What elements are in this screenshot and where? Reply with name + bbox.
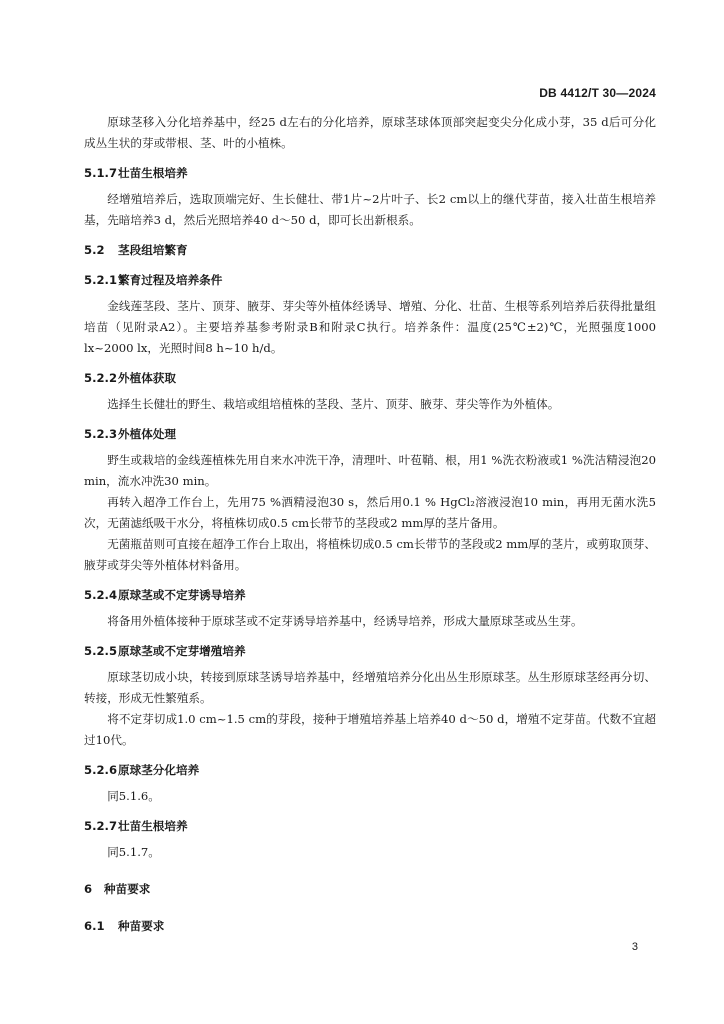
paragraph: 同5.1.7。 xyxy=(107,845,160,859)
section-heading-5-2-2: 5.2.2外植体获取 xyxy=(84,371,176,385)
section-heading-5-2: 5.2 茎段组培繁育 xyxy=(84,243,188,257)
section-heading-5-1-7: 5.1.7壮苗生根培养 xyxy=(84,166,188,180)
section-heading-6-1: 6.1 种苗要求 xyxy=(84,919,165,933)
section-heading-5-2-4: 5.2.4原球茎或不定芽诱导培养 xyxy=(84,588,246,602)
paragraph: 原球茎移入分化培养基中，经25 d左右的分化培养，原球茎球体顶部突起变尖分化成小芽，35 d后可分化成丛生状的芽或带根、茎、叶的小植株。 xyxy=(84,115,656,150)
section-heading-5-2-5: 5.2.5原球茎或不定芽增殖培养 xyxy=(84,644,246,658)
paragraph: 将备用外植体接种于原球茎或不定芽诱导培养基中，经诱导培养，形成大量原球茎或丛生芽。 xyxy=(107,614,583,628)
section-heading-5-2-3: 5.2.3外植体处理 xyxy=(84,427,176,441)
paragraph: 金线莲茎段、茎片、顶芽、腋芽、芽尖等外植体经诱导、增殖、分化、壮苗、生根等系列培养后获得批量组培苗（见附录A2）。主要培养基参考附录B和附录C执行。培养条件：温度(25℃±2)℃，光照强度1000 lx~2000 lx，光照时间8 h~10 h/d。 xyxy=(84,299,656,355)
document-body xyxy=(84,112,656,937)
section-heading-5-2-6: 5.2.6原球茎分化培养 xyxy=(84,763,200,777)
paragraph: 选择生长健壮的野生、栽培或组培植株的茎段、茎片、顶芽、腋芽、芽尖等作为外植体。 xyxy=(107,397,560,411)
paragraph: 同5.1.6。 xyxy=(107,789,160,803)
paragraph: 野生或栽培的金线莲植株先用自来水冲洗干净，清理叶、叶苞鞘、根，用1 %洗衣粉液或1 %洗洁精浸泡20 min，流水冲洗30 min。 xyxy=(84,453,656,488)
paragraph: 原球茎切成小块，转接到原球茎诱导培养基中，经增殖培养分化出丛生形原球茎。丛生形原球茎经再分切、转接，形成无性繁殖系。 xyxy=(84,670,656,705)
document-id: DB 4412/T 30—2024 xyxy=(539,86,656,100)
section-heading-5-2-7: 5.2.7壮苗生根培养 xyxy=(84,819,188,833)
section-heading-5-2-1: 5.2.1繁育过程及培养条件 xyxy=(84,273,223,287)
page-number: 3 xyxy=(631,941,638,953)
paragraph: 再转入超净工作台上，先用75 %酒精浸泡30 s，然后用0.1 % HgCl₂溶液浸泡10 min，再用无菌水洗5次，无菌滤纸吸干水分，将植株切成0.5 cm长带节的茎段或2 mm厚的茎片备用。 xyxy=(84,495,656,530)
section-heading-6: 6 种苗要求 xyxy=(84,882,151,896)
paragraph: 无菌瓶苗则可直接在超净工作台上取出，将植株切成0.5 cm长带节的茎段或2 mm厚的茎片，或剪取顶芽、腋芽或芽尖等外植体材料备用。 xyxy=(84,537,656,572)
paragraph: 经增殖培养后，选取顶端完好、生长健壮、带1片~2片叶子、长2 cm以上的继代芽苗，接入壮苗生根培养基，先暗培养3 d，然后光照培养40 d～50 d，即可长出新根系。 xyxy=(84,192,656,227)
paragraph: 将不定芽切成1.0 cm~1.5 cm的芽段，接种于增殖培养基上培养40 d～50 d，增殖不定芽苗。代数不宜超过10代。 xyxy=(84,712,656,747)
